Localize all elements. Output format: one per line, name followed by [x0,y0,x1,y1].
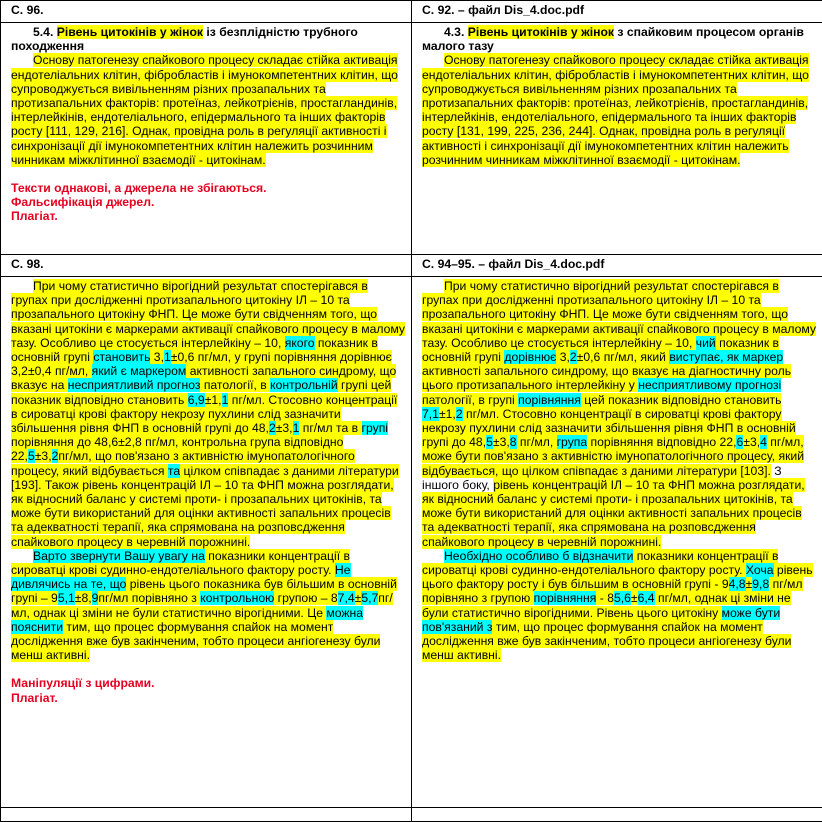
changed-text: 6 [736,435,743,449]
changed-text: 6,9 [188,393,205,407]
matching-text: порівняння відповідно 22, [587,435,736,449]
matching-text: ±3, [493,435,510,449]
changed-text: дорівнює [504,350,556,364]
matching-text: ±3, [276,421,293,435]
paragraph-2 [11,549,405,663]
matching-text: ±3, [35,449,52,463]
matching-text: тим, що процес формування спайок на момент дослідження вже був закінченим, тобто процеси ангіогенезу були менш активні. [11,620,380,662]
changed-text: який є маркером [92,364,187,378]
matching-text: ±3, [743,435,760,449]
matching-text: активності запального синдрому, що вказує на [11,364,396,392]
matching-text: ±1, [205,393,222,407]
matching-text: пг/мл та в [299,421,361,435]
changed-text: та [168,464,180,478]
changed-text: контрольній [270,378,338,392]
changed-text: 5 [28,449,35,463]
changed-text: 2 [269,421,276,435]
changed-text: Необхідно особливо б відзначити [444,549,633,563]
matching-text: При чому статистично вірогідний результат спостерігався в групах при дослідженні протизапального цитокіну ІЛ – 10 та прозапального цитокіну ФНП. Це може бути свідченням того, що вказані цитокіни є маркерами активації спайкового процесу в малому тазу. Особливо це стосується інтерлейкіну – 10, [422,279,816,350]
changed-text: 9 [92,591,99,605]
changed-text: Хоча [746,563,774,577]
paragraph-text: Основу патогенезу спайкового процесу складає стійка активація ендотеліальних клітин, фібробластів і імунокомпетентних клітин, що супроводжується вивільненням різних прозапальних та протизапальних факторів: протеїназ, лейкотрієнів, простагландинів, інтерлейкінів, ендотеліального, епідермального та інших факторів росту [131, 199, 225, 236, 244]. Однак, провідна роль в регуляції активності і синхронізації дії імунокомпетентних клітин належить розчинним чинникам міжклітинної взаємодії - цитокінам. [422,53,809,166]
left-header-2: С. 98. [1,255,412,277]
changed-text: несприятливому прогнозі [638,378,781,392]
empty-cell [412,808,822,822]
changed-text: 2 [456,407,463,421]
matching-text: ± [355,591,362,605]
right-header-1: С. 92. – файл Dis_4.doc.pdf [412,1,822,23]
changed-text: 1 [222,393,229,407]
changed-text: порівняння [518,393,581,407]
matching-text: 3, [556,350,570,364]
changed-text: 5,6 [614,591,631,605]
matching-text: рівень цього показника був більшим в основній групі – 9 [11,577,397,605]
changed-text: 7,1 [422,407,439,421]
matching-text: показник в основній групі [11,336,378,364]
verdict-line: Фальсифікація джерел. [11,195,405,209]
changed-text: 9,8 [752,577,769,591]
highlighted-title: Рівень цитокінів у жінок [57,25,203,39]
section-number: 4.3. [444,25,468,39]
changed-text: 8 [510,435,517,449]
matching-text: рівень цього фактору росту і був більшим в основній групі - 9 [422,563,813,591]
changed-text: якого [285,336,315,350]
changed-text: Не дивлячись на те, що [11,563,351,591]
changed-text: 4 [760,435,767,449]
matching-text: ±0,6 пг/мл, який [577,350,670,364]
matching-text: активності запального синдрому, що вказує на діагностичну роль цього протизапального інтерлейкіну у [422,364,791,392]
matching-text: пг/мл. Стосовно концентрації в сироватці крові фактору некрозу пухлини слід зазначити збільшення рівня ФНП в основній групі до 48, [422,407,796,449]
verdict-line: Плагіат. [11,691,405,705]
matching-text: пг/мл, що пов'язано з активністю імунопатологічного процесу, який відбувається [11,449,355,477]
matching-text: ±1, [439,407,456,421]
changed-text: можна пояснити [11,606,363,634]
highlighted-title: Рівень цитокінів у жінок [468,25,614,39]
matching-text: показники концентрації в сироватці крові судинно-ендотеліального фактору росту. [11,549,350,577]
left-cell-1 [1,23,412,255]
changed-text: 2 [570,350,577,364]
changed-text: становить [93,350,150,364]
matching-text: показник в основній групі [422,336,779,364]
changed-text: групі [362,421,389,435]
matching-text: групі цей показник відповідно становить [11,378,391,406]
title-rest: з спайковим процесом органів малого тазу [422,25,804,53]
changed-text: 5 [486,435,493,449]
matching-text: порівняння до 48,6±2,8 пг/мл, контрольна група відповідно 22, [11,435,343,463]
matching-text: пг/мл, однак ці зміни не були статистично вірогідними. Це [11,591,393,619]
changed-text: 2 [52,449,59,463]
matching-text: тим, що процес формування спайок на момент дослідження вже був закінченим, тобто процеси ангіогенезу були менш активні. [422,620,791,662]
changed-text: 6,4 [638,591,655,605]
matching-text: патології, в групі [422,393,518,407]
section-title [11,25,405,53]
left-cell-2 [1,277,412,808]
changed-text: може бути пов'язаний з [422,606,780,634]
changed-text: чий [696,336,716,350]
matching-text: - 8 [596,591,614,605]
paragraph-2 [422,549,816,663]
matching-text: З іншого боку, [422,464,782,492]
right-header-2: С. 94–95. – файл Dis_4.doc.pdf [412,255,822,277]
verdict-line: Маніпуляції з цифрами. [11,676,405,690]
right-cell-2 [412,277,822,808]
paragraph-text: Основу патогенезу спайкового процесу складає стійка активація ендотеліальних клітин, фібробластів і імунокомпетентних клітин, що супроводжується вивільненням різних прозапальних та протизапальних факторів: протеїназ, лейкотрієнів, простагландинів, інтерлейкінів, ендотеліального, епідермального та інших факторів росту [111, 129, 216]. Однак, провідна роль в регуляції активності і синхронізації дії імунокомпетентних клітин належить розчинним чинникам міжклітинної взаємодії - цитокінам. [11,53,398,166]
changed-text: виступає, як маркер [669,350,783,364]
matching-text: ± [746,577,753,591]
matching-text: пг/мл, [517,435,557,449]
changed-text: Варто звернути Вашу увагу на [33,549,205,563]
section-number: 5.4. [33,25,57,39]
paragraph-1 [422,279,816,549]
matching-text: ±0,6 пг/мл, у групі порівняння дорівнює 3,2±0,4 пг/мл, [11,350,392,378]
matching-text: ±8, [75,591,92,605]
changed-text: 1 [293,421,300,435]
verdict-line: Тексти однакові, а джерела не збігаються. [11,181,405,195]
matching-text: При чому статистично вірогідний результат спостерігався в групах при дослідженні протизапального цитокіну ІЛ – 10 та прозапального цитокіну ФНП. Це може бути свідченням того, що вказані цитокіни є маркерами активації спайкового процесу в малому тазу. Особливо це стосується інтерлейкіну – 10, [11,279,405,350]
changed-text: 5,7 [361,591,378,605]
changed-text: 7,4 [338,591,355,605]
matching-text: групою – 8 [274,591,337,605]
changed-text: порівняння [534,591,597,605]
matching-text: пг/мл, однак ці зміни не були статистично вірогідними. Рівень цього цитокіну [422,591,791,619]
matching-text: рівень концентрацій ІЛ – 10 та ФНП можна розглядати, як відносний баланс у системі проти- і прозапальних цитокінів, та може бути використаний для оцінки активності запальних процесів та адекватності терапії, яка спрямована на розповсдження спайкового процесу в черевній порожнині. [422,478,805,549]
verdict-line: Плагіат. [11,209,405,223]
right-cell-1 [412,23,822,255]
matching-text: 3, [150,350,164,364]
empty-cell [1,808,412,822]
changed-text: група [557,435,588,449]
changed-text: 4,8 [729,577,746,591]
matching-text: ± [631,591,638,605]
matching-text: показники концентрації в сироватці крові судинно-ендотеліального фактору росту. [422,549,778,577]
paragraph-1 [11,279,405,549]
matching-text: цей показник відповідно становить [581,393,782,407]
changed-text: несприятливий прогноз [68,378,201,392]
changed-text: контрольною [200,591,274,605]
matching-text: цілком співпадає з даними літератури [193]. Також рівень концентрацій ІЛ – 10 та ФНП можна розглядати, як відносний баланс у системі проти- і прозапальних цитокінів, та може бути використаний для оцінки активності запальних процесів та адекватності терапії, яка спрямована на розповсдження спайкового процесу в черевній порожнині. [11,464,399,549]
changed-text: 5,1 [58,591,75,605]
matching-text: пг/мл, може бути пов'язано з активністю імунопатологічного процесу, який відбувається, що цілком співпадає з даними літератури [103]. [422,435,804,477]
matching-text: пг/мл. Стосовно концентрації в сироватці крові фактору некрозу пухлини слід зазначити збільшення рівня ФНП в основній групі до 48, [11,393,397,435]
left-header-1: С. 96. [1,1,412,23]
changed-text: 1 [164,350,171,364]
title-rest: із безплідністю трубного походження [11,25,358,53]
matching-text: пг/мл порівняно з [98,591,200,605]
matching-text: пг/мл порівняно з групою [422,577,803,605]
section-title [422,25,816,53]
matching-text: патології, в [200,378,270,392]
